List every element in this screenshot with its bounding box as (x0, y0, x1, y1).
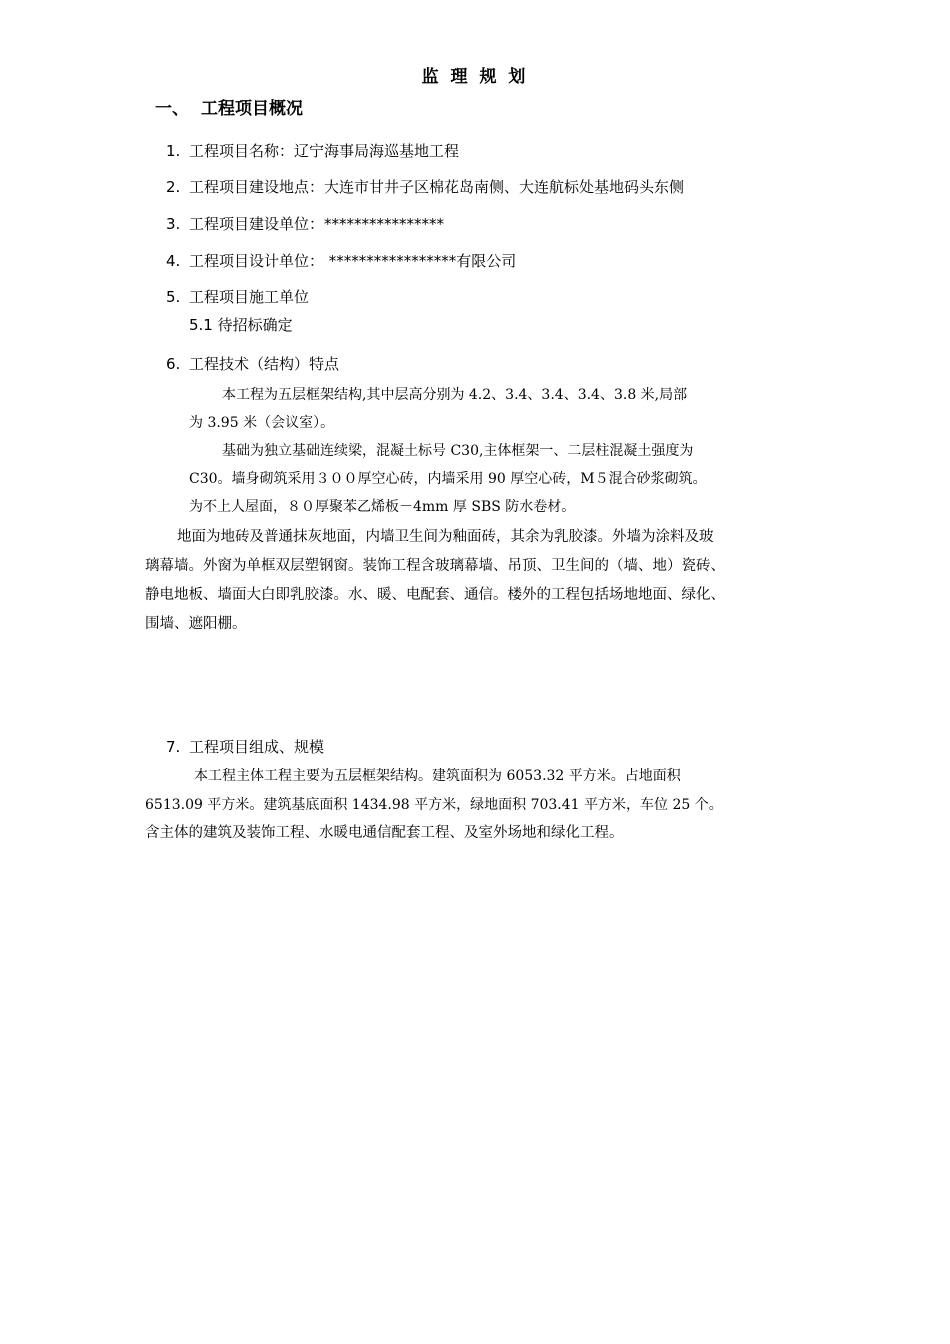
paragraph-line: 静电地板、墙面大白即乳胶漆。水、暖、电配套、通信。楼外的工程包括场地地面、绿化、 (145, 587, 725, 603)
item-number: 4. (166, 252, 181, 270)
paragraph-line: 围墙、遮阳棚。 (145, 616, 247, 632)
paragraph-line: 本工程主体工程主要为五层框架结构。建筑面积为 6053.32 平方米。占地面积 (194, 768, 681, 784)
item-number: 5. (166, 288, 181, 306)
item-7 (166, 740, 324, 755)
paragraph-line: 为 3.95 米（会议室）。 (189, 415, 335, 431)
item-text: 工程项目设计单位： *****************有限公司 (189, 252, 517, 270)
paragraph-line: 含主体的建筑及装饰工程、水暖电通信配套工程、及室外场地和绿化工程。 (145, 825, 624, 841)
paragraph-line: 地面为地砖及普通抹灰地面，内墙卫生间为釉面砖，其余为乳胶漆。外墙为涂料及玻 (177, 529, 714, 545)
paragraph-line: 本工程为五层框架结构,其中层高分别为 4.2、3.4、3.4、3.4、3.8 米,局部 (222, 387, 688, 403)
item-text: 工程项目名称：辽宁海事局海巡基地工程 (189, 142, 460, 160)
item-text: 工程项目组成、规模 (189, 738, 325, 756)
paragraph-line: C30。墙身砌筑采用３００厚空心砖，内墙采用 90 厚空心砖，M５混合砂浆砌筑。 (189, 471, 707, 487)
item-6 (166, 357, 339, 372)
item-number: 1. (166, 142, 181, 160)
section-title: 工程项目概况 (201, 99, 303, 119)
item-4 (166, 254, 516, 269)
page-title: 监 理 规 划 (421, 67, 529, 87)
item-3 (166, 217, 444, 232)
item-5 (166, 290, 309, 305)
sub-item-5-1: 5.1 待招标确定 (189, 316, 293, 334)
section-number: 一、 (155, 99, 189, 119)
paragraph-line: 基础为独立基础连续梁，混凝土标号 C30,主体框架一、二层柱混凝土强度为 (222, 443, 694, 459)
paragraph-line: 6513.09 平方米。建筑基底面积 1434.98 平方米，绿地面积 703.41 平方米，车位 25 个。 (145, 797, 723, 813)
section-heading (155, 101, 303, 118)
item-text: 工程项目建设单位：**************** (189, 215, 445, 233)
item-text: 工程项目建设地点：大连市甘井子区棉花岛南侧、大连航标处基地码头东侧 (189, 178, 685, 196)
paragraph-line: 为不上人屋面，８０厚聚苯乙烯板－4mm 厚 SBS 防水卷材。 (189, 499, 576, 515)
item-number: 7. (166, 738, 181, 756)
item-number: 2. (166, 178, 181, 196)
paragraph-line: 璃幕墙。外窗为单框双层塑钢窗。装饰工程含玻璃幕墙、吊顶、卫生间的（墙、地）瓷砖、 (145, 558, 725, 574)
item-text: 工程技术（结构）特点 (189, 355, 340, 373)
item-2 (166, 180, 684, 195)
item-number: 6. (166, 355, 181, 373)
item-text: 工程项目施工单位 (189, 288, 310, 306)
item-1 (166, 144, 459, 159)
item-number: 3. (166, 215, 181, 233)
